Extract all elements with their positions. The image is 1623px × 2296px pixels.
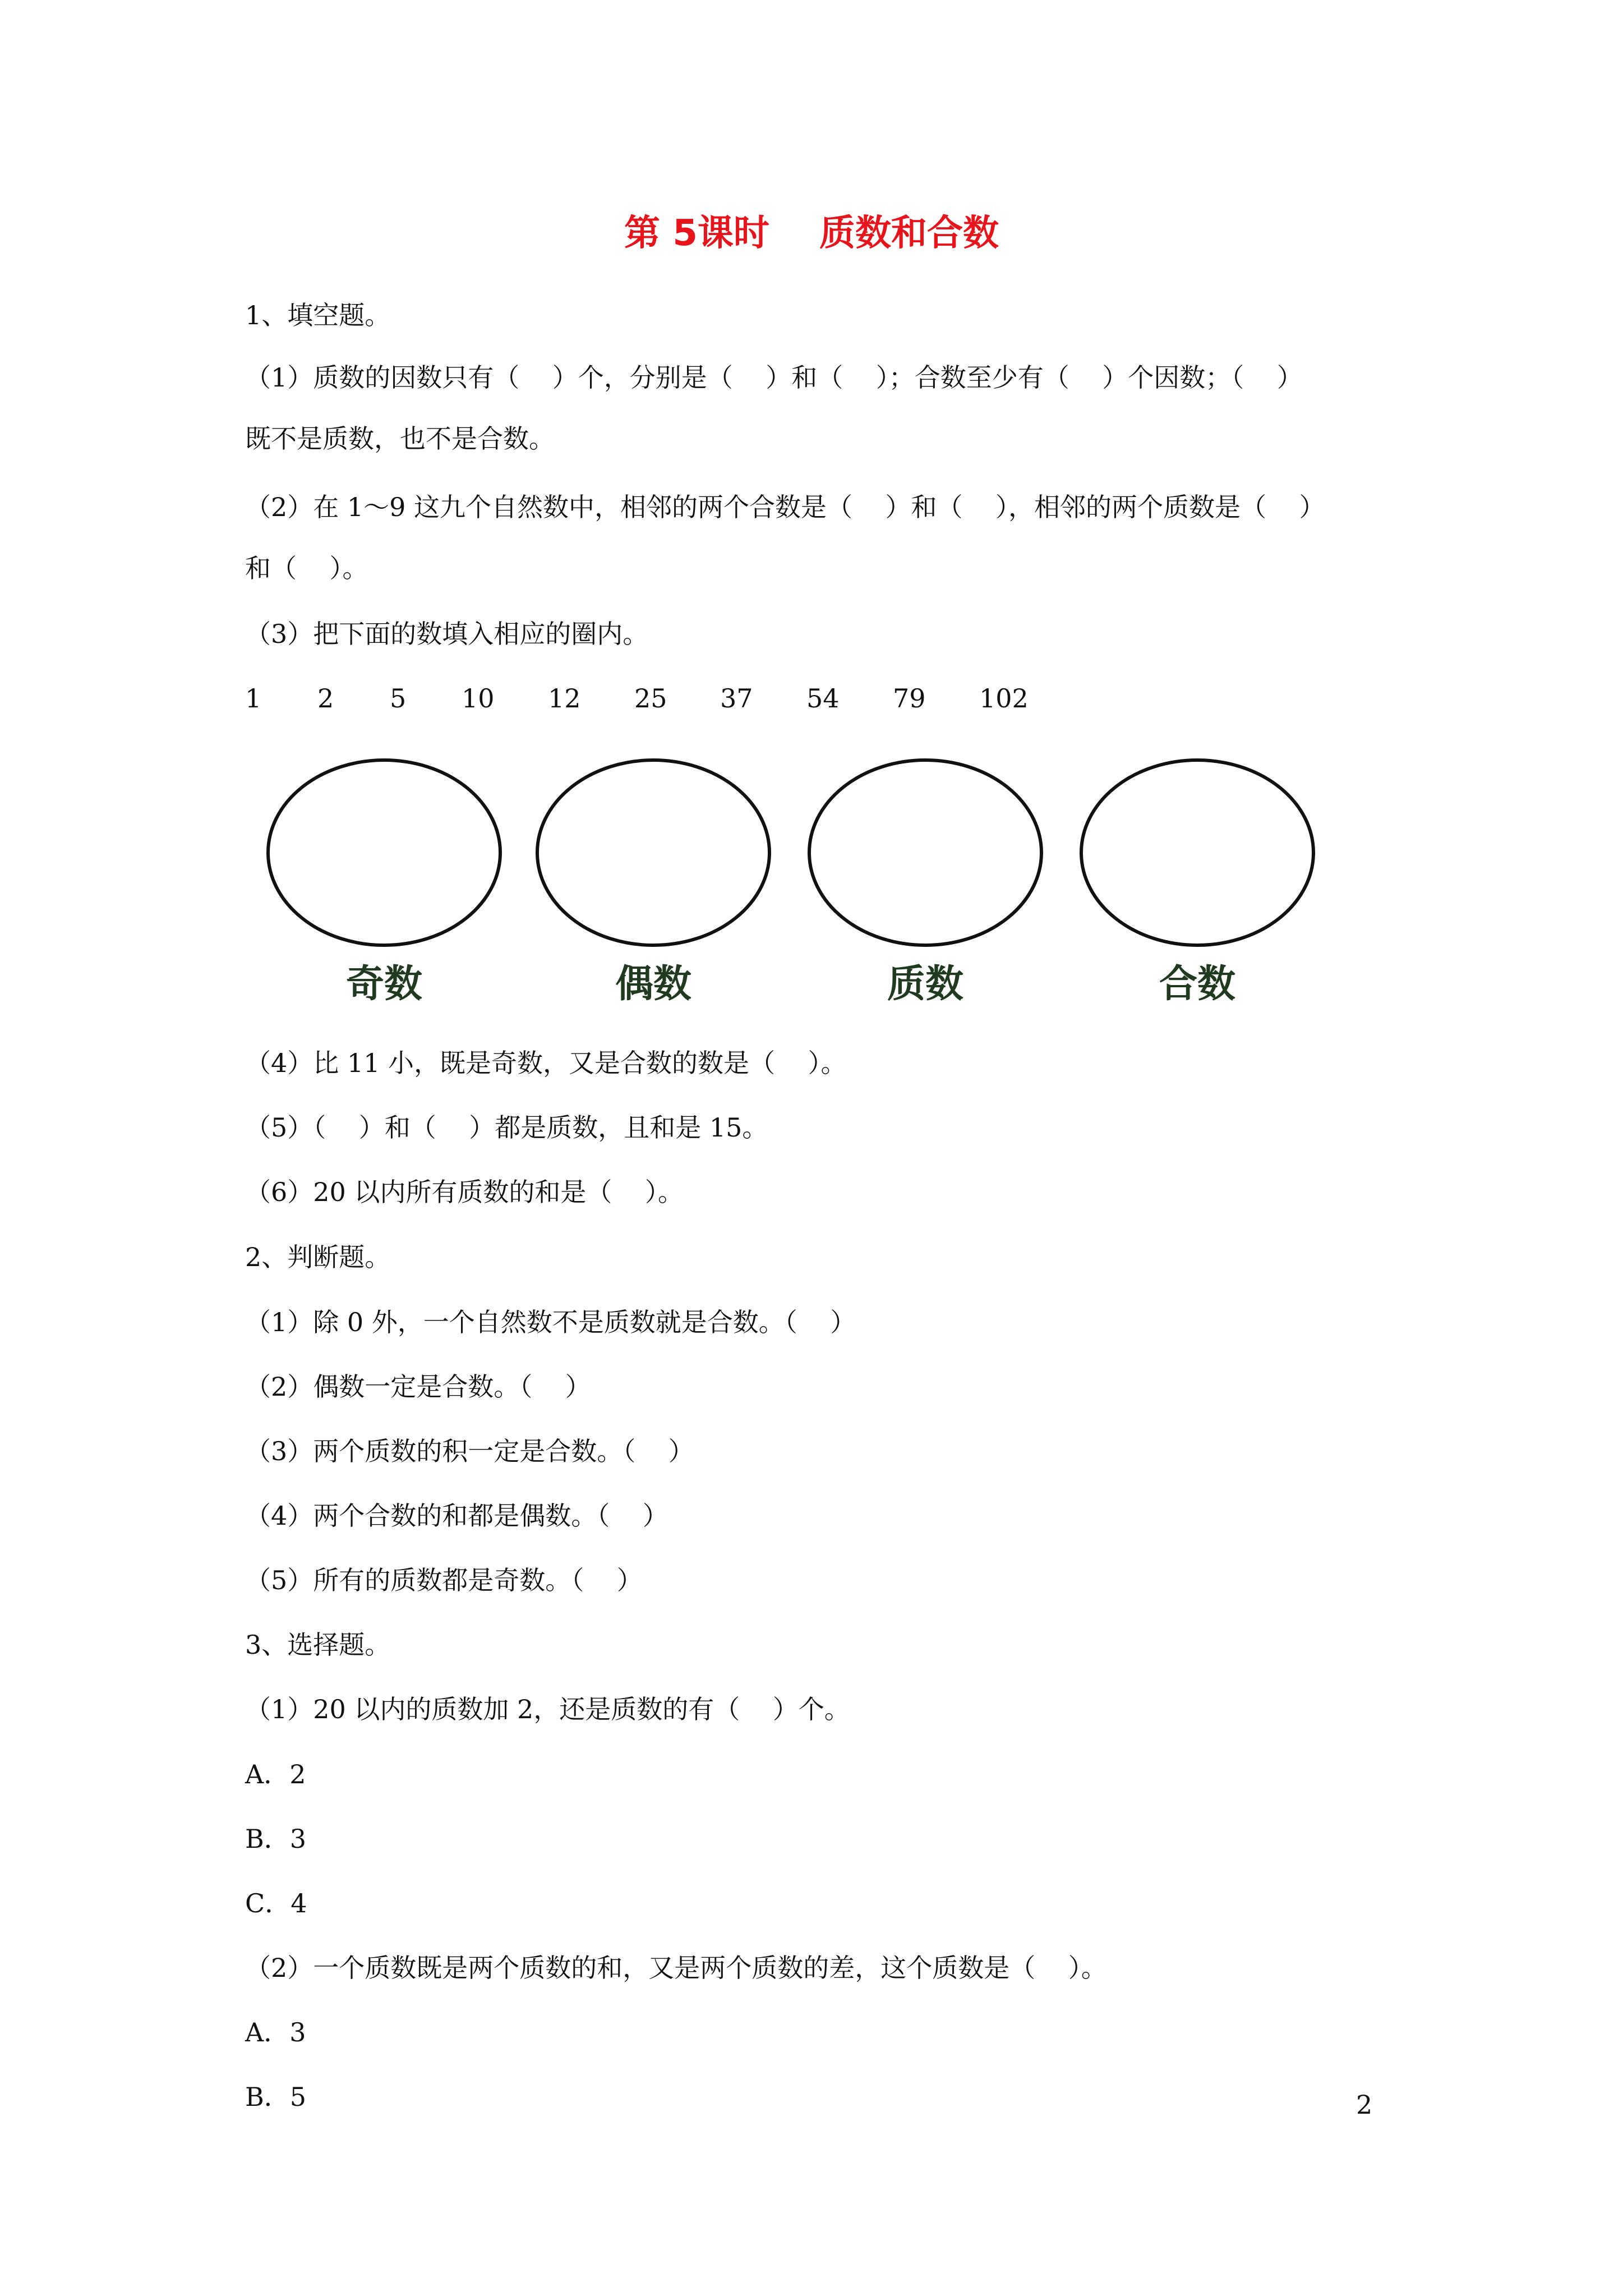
circle-label-composite: 合数 [1159, 962, 1235, 1006]
judge-item: （2）偶数一定是合数。（ ） [245, 1372, 591, 1402]
fill-q5: （5）（ ）和（ ）都是质数，且和是 15。 [245, 1112, 768, 1143]
judge-item: （1）除 0 外，一个自然数不是质数就是合数。（ ） [245, 1307, 856, 1337]
section3-heading: 3、选择题。 [245, 1630, 391, 1660]
choice-option: B．5 [245, 2082, 307, 2112]
number-item: 37 [720, 683, 753, 714]
number-item: 5 [390, 683, 407, 714]
page-title: 第 5课时 质数和合数 [624, 213, 999, 254]
choice-q1: （1）20 以内的质数加 2，还是质数的有（ ）个。 [245, 1694, 850, 1724]
judge-item: （4）两个合数的和都是偶数。（ ） [245, 1501, 668, 1531]
even-circle [537, 760, 769, 945]
classification-circles [241, 746, 1340, 948]
section2-heading: 2、判断题。 [245, 1242, 391, 1272]
choice-option: A．2 [245, 1759, 306, 1789]
section1-heading: 1、填空题。 [245, 300, 391, 330]
number-item: 54 [806, 683, 840, 714]
number-item: 79 [893, 683, 926, 714]
fill-q3: （3）把下面的数填入相应的圈内。 [245, 619, 649, 649]
circle-label-odd: 奇数 [345, 962, 422, 1006]
number-item: 2 [317, 683, 334, 714]
judge-item: （5）所有的质数都是奇数。（ ） [245, 1565, 643, 1595]
judge-item: （3）两个质数的积一定是合数。（ ） [245, 1436, 694, 1466]
prime-circle [809, 760, 1041, 945]
fill-q4: （4）比 11 小，既是奇数，又是合数的数是（ ）。 [245, 1048, 847, 1078]
number-item: 25 [634, 683, 667, 714]
composite-circle [1081, 760, 1313, 945]
number-item: 102 [979, 683, 1029, 714]
number-item: 12 [548, 683, 581, 714]
fill-q2-line1: （2）在 1～9 这九个自然数中，相邻的两个合数是（ ）和（ ），相邻的两个质数是（ ） [245, 492, 1325, 522]
number-item: 10 [462, 683, 495, 714]
choice-q2: （2）一个质数既是两个质数的和，又是两个质数的差，这个质数是（ ）。 [245, 1953, 1107, 1983]
fill-q1-line1: （1）质数的因数只有（ ）个，分别是（ ）和（ ）；合数至少有（ ）个因数；（ ） [245, 362, 1303, 393]
fill-q6: （6）20 以内所有质数的和是（ ）。 [245, 1177, 684, 1207]
number-list [0, 683, 1623, 717]
choice-option: C．4 [245, 1888, 307, 1918]
choice-option: B．3 [245, 1824, 307, 1854]
odd-circle [268, 760, 500, 945]
fill-q1-line2: 既不是质数，也不是合数。 [245, 424, 555, 454]
fill-q2-line2: 和（ ）。 [245, 553, 368, 583]
circle-label-prime: 质数 [887, 962, 963, 1006]
choice-option: A．3 [245, 2017, 306, 2047]
circle-label-even: 偶数 [615, 962, 691, 1006]
page-number: 2 [1356, 2090, 1373, 2120]
number-item: 1 [245, 683, 262, 714]
